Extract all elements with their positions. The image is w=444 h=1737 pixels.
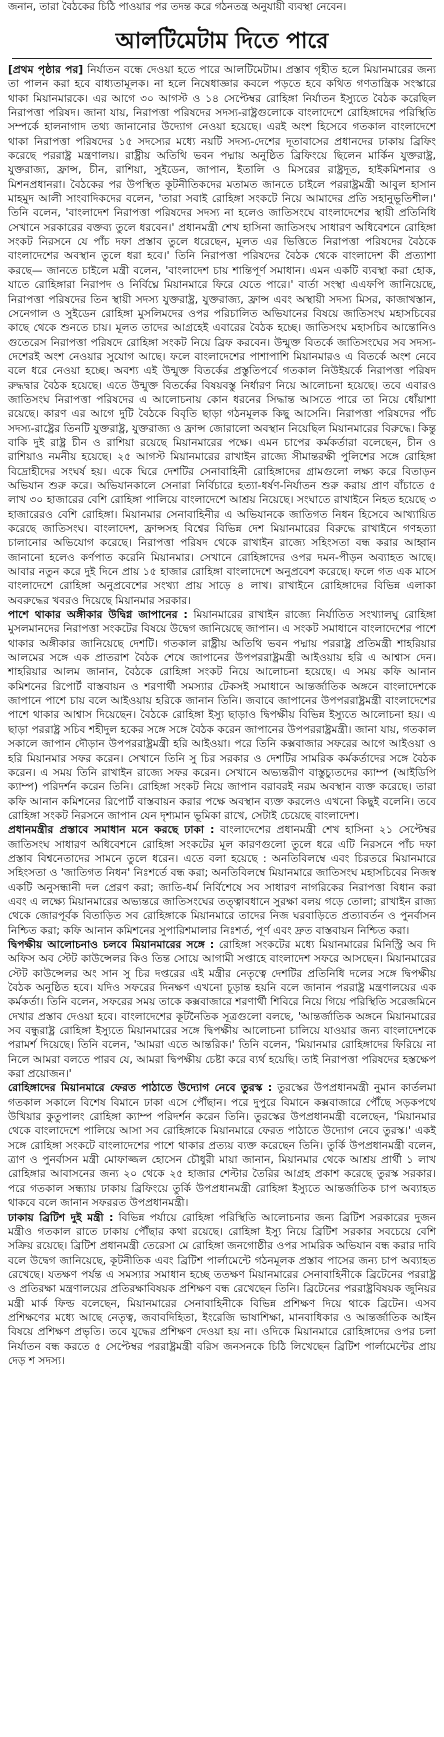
paragraph-text: তুরস্কের উপপ্রধানমন্ত্রী নুমান কার্তলমা গতকাল সকালে বিশেষ বিমানে ঢাকা এসে পৌঁছান। পরে দুপুরে বিমানে কক্সবাজারে পৌঁছে সড়কপথে উখিয়ার কুতুপালং রোহিঙ্গা ক্যাম্প পরিদর্শন করেন তিনি। তুরস্কের উপপ্রধানমন্ত্রী বলেছেন, 'মিয়ানমার থেকে বাংলাদেশে পালিয়ে আসা সব রোহিঙ্গাকে মিয়ানমারে ফেরত পাঠাতে উদ্যোগ নেবে তুরস্ক।' একই সঙ্গে রোহিঙ্গা সংকটে বাংলাদেশের পাশে থাকার প্রত্যয় ব্যক্ত করেছেন তিনি। তুর্কি উপপ্রধানমন্ত্রী বলেন, ত্রাণ ও পুনর্বাসন মন্ত্রী মোফাজ্জল হোসেন চৌধুরী মায়া জানান, মিয়ানমার থেকে আশ্রয় প্রার্থী ১ লাখ রোহিঙ্গার আবাসনের জন্য ২০ থেকে ২৫ হাজার শেল্টার তৈরির আগ্রহ প্রকাশ করেছে তুরস্ক সরকার। পরে গতকাল সন্ধ্যায় ঢাকায় ব্রিফিংয়ে তুর্কি উপপ্রধানমন্ত্রী রোহিঙ্গা ইস্যুতে আন্তর্জাতিক চাপ অব্যাহত থাকবে বলে জানান সফররত উপপ্রধানমন্ত্রী।	[8, 1082, 437, 1210]
article-headline: আলটিমেটাম দিতে পারে	[115, 29, 329, 54]
subheading: প্রধানমন্ত্রীর প্রস্তাবে সমাধান মনে করছে ঢাকা :	[8, 824, 215, 837]
previous-article-last-line: জনান, তারা বৈঠকের চিঠি পাওয়ার পর তদন্ত করে গঠনতন্ত্র অনুযায়ী ব্যবস্থা নেবেন।	[8, 1, 347, 13]
subheading: পাশে থাকার অঙ্গীকার উদ্বিগ্ন জাপানের :	[8, 609, 188, 622]
article-paragraph	[8, 938, 436, 1081]
subheading: ঢাকায় ব্রিটিশ দুই মন্ত্রী :	[8, 1211, 114, 1224]
article-paragraph	[8, 1081, 436, 1210]
subheading: দ্বিপক্ষীয় আলোচনাও চলবে মিয়ানমারের সঙ্গে :	[8, 938, 215, 951]
article-paragraph	[8, 823, 436, 938]
headline-rule	[12, 58, 432, 59]
article-body	[8, 63, 436, 1368]
subheading: রোহিঙ্গাদের মিয়ানমারে ফেরত পাঠাতে উদ্যোগ নেবে তুরস্ক :	[8, 1082, 273, 1095]
paragraph-text: নির্যাতন বন্ধে দেওয়া হতে পারে আলটিমেটাম। প্রস্তাব গৃহীত হলে মিয়ানমারের জন্য তা পালন করা হবে বাধ্যতামূলক। না হলে নিষেধাজ্ঞার কবলে পড়তে হবে কথিত গণতান্ত্রিক সংস্কারে থাকা মিয়ানমারকে। এর আগে ৩০ আগস্ট ও ১৪ সেপ্টেম্বর রোহিঙ্গা নির্যাতন ইস্যুতে বৈঠক করেছিল নিরাপত্তা পরিষদ। জানা যায়, নিরাপত্তা পরিষদের সদস্য-রাষ্ট্রগুলোকে বাংলাদেশে রোহিঙ্গাদের পরিস্থিতি সম্পর্কে হালনাগাদ তথ্য জানানোর উদ্যোগ নেওয়া হয়েছে। এরই অংশ হিসেবে গতকাল বাংলাদেশে থাকা নিরাপত্তা পরিষদের ১৫ সদস্যের মধ্যে নয়টি সদস্য-দেশের দূতাবাসের প্রধানদের ঢাকায় ব্রিফিং করেছে পররাষ্ট্র মন্ত্রণালয়। রাষ্ট্রীয় অতিথি ভবন পদ্মায় অনুষ্ঠিত ব্রিফিংয়ে ছিলেন মার্কিন যুক্তরাষ্ট্র, যুক্তরাজ্য, ফ্রান্স, চীন, রাশিয়া, সুইডেন, জাপান, ইতালি ও মিসরের রাষ্ট্রদূত, হাইকমিশনার ও মিশনপ্রধানরা। বৈঠকের পর উপস্থিত কূটনীতিকদের মতামত জানতে চাইলে পররাষ্ট্রমন্ত্রী আবুল হাসান মাহমুদ আলী সাংবাদিকদের বলেন, 'তারা সবাই রোহিঙ্গা সংকটে নিয়ে আমাদের প্রতি সহানুভূতিশীল।' তিনি বলেন, 'বাংলাদেশ নিরাপত্তা পরিষদের সদস্য না হলেও জাতিসংঘে বাংলাদেশের স্থায়ী প্রতিনিধি সেখানে সরকারের বক্তব্য তুলে ধরবেন।' প্রধানমন্ত্রী শেখ হাসিনা জাতিসংঘ সাধারণ অধিবেশনে রোহিঙ্গা সংকট নিরসনে যে পাঁচ দফা প্রস্তাব তুলে ধরেছেন, মূলত এর ভিত্তিতে নিরাপত্তা পরিষদের বৈঠকে বাংলাদেশের অবস্থান তুলে ধরা হবে।' তিনি নিরাপত্তা পরিষদের বৈঠক থেকে বাংলাদেশ কী প্রত্যাশা করছে— জানতে চাইলে মন্ত্রী বলেন, 'বাংলাদেশ চায় শান্তিপূর্ণ সমাধান। এমন একটি ব্যবস্থা করা হোক, যাতে রোহিঙ্গারা নিরাপদ ও নির্বিঘ্নে মিয়ানমারে ফিরে যেতে পারে।' বার্তা সংস্থা এএফপি জানিয়েছে, নিরাপত্তা পরিষদের তিন স্থায়ী সদস্য যুক্তরাষ্ট্র, যুক্তরাজ্য, ফ্রান্স এবং অস্থায়ী সদস্য মিসর, কাজাখস্তান, সেনেগাল ও সুইডেন রোহিঙ্গা মুসলিমদের ওপর পরিচালিত অভিযানের বিষয়ে জাতিসংঘ মহাসচিবের কাছে থেকে শুনতে চায়। মূলত তাদের আগ্রহেই এবারের বৈঠক হচ্ছে। জাতিসংঘ মহাসচিব আন্তোনিও গুতেরেস নিরাপত্তা পরিষদে রোহিঙ্গা সংকট নিয়ে ব্রিফ করবেন। উন্মুক্ত বিতর্কে জাতিসংঘের সব সদস্য-দেশেরই অংশ নেওয়ার সুযোগ আছে। ফলে বাংলাদেশের পাশাপাশি মিয়ানমারও এ বিতর্কে অংশ নেবে বলে ধরে নেওয়া হচ্ছে। অবশ্য এই উন্মুক্ত বিতর্কের প্রস্তুতিপর্বে গতকাল নিউইয়র্কে নিরাপত্তা পরিষদ রুদ্ধদ্বার বৈঠক হয়েছে। এতে উন্মুক্ত বিতর্কের বিষয়বস্তু নির্ধারণ নিয়ে আলোচনা হয়েছে। তবে এবারও জাতিসংঘ নিরাপত্তা পরিষদের এ আলোচনায় কোন ধরনের সিদ্ধান্ত আসতে পারে তা নিয়ে ধোঁয়াশা রয়েছে। কারণ এর আগে দুটি বৈঠকে বিবৃতি ছাড়া গঠনমূলক কিছু আসেনি। নিরাপত্তা পরিষদের পাঁচ সদস্য-রাষ্ট্রের তিনটি যুক্তরাষ্ট্র, যুক্তরাজ্য ও ফ্রান্স জোরালো অবস্থান নিয়েছিল মিয়ানমারের বিরুদ্ধে। কিন্তু বাকি দুই রাষ্ট্র চীন ও রাশিয়া রয়েছে মিয়ানমারের পক্ষে। এমন চাপের কর্মকর্তারা বলেছেন, চীন ও রাশিয়াও নমনীয় হয়েছে। ২৫ আগস্ট মিয়ানমারের রাখাইন রাজ্যে সীমান্তরক্ষী পুলিশের সঙ্গে রোহিঙ্গা বিদ্রোহীদের সংঘর্ষ হয়। একে ঘিরে দেশটির সেনাবাহিনী রোহিঙ্গাদের গ্রামগুলো লক্ষ্য করে বিতাড়ন অভিযান শুরু করে। অভিযানকালে সেনারা নির্বিচারে হত্যা-ধর্ষণ-নির্যাতন শুরু করায় প্রাণ বাঁচাতে ৫ লাখ ৩০ হাজারের বেশি রোহিঙ্গা পালিয়ে বাংলাদেশে আশ্রয় নিয়েছে। সংঘাতে রাখাইনে নিহত হয়েছে ৩ হাজারেরও বেশি রোহিঙ্গা। মিয়ানমার সেনাবাহিনীর এ অভিযানকে জাতিগত নিধন হিসেবে আখ্যায়িত করেছে জাতিসংঘ। বাংলাদেশ, ফ্রান্সসহ বিশ্বের বিভিন্ন দেশ মিয়ানমারের বিরুদ্ধে রাখাইনে গণহত্যা চালানোর অভিযোগ করেছে। নিরাপত্তা পরিষদ থেকে রাখাইন রাজ্যে সহিংসতা বন্ধ করার আহ্বান জানানো হলেও কর্ণপাত করেনি মিয়ানমার। সেখানে রোহিঙ্গাদের ওপর দমন-পীড়ন অব্যাহত আছে। আবার নতুন করে দুই দিনে প্রায় ১৫ হাজার রোহিঙ্গা বাংলাদেশে অনুপ্রবেশ করেছে। ফলে গত এক মাসে বাংলাদেশে রোহিঙ্গা অনুপ্রবেশের সংখ্যা প্রায় সাড়ে ৪ লাখ। রাখাইনে রোহিঙ্গাদের বিভিন্ন এলাকা অবরুদ্ধের খবরও দিয়েছে মিয়ানমার সরকার।	[8, 64, 437, 607]
paragraph-text: বাংলাদেশের প্রধানমন্ত্রী শেখ হাসিনা ২১ সেপ্টেম্বর জাতিসংঘ সাধারণ অধিবেশনে রোহিঙ্গা সংকটের মূল কারণগুলো তুলে ধরে এটি নিরসনে পাঁচ দফা প্রস্তাব বিশ্বনেতাদের সামনে তুলে ধরেন। এতে বলা হয়েছে : অনতিবিলম্বে এবং চিরতরে মিয়ানমারে সহিংসতা ও 'জাতিগত নিধন' নিঃশর্তে বন্ধ করা; অনতিবিলম্বে মিয়ানমারে জাতিসংঘ মহাসচিবের নিজস্ব একটি অনুসন্ধানী দল প্রেরণ করা; জাতি-ধর্ম নির্বিশেষে সব সাধারণ নাগরিকের নিরাপত্তা বিধান করা এবং এ লক্ষ্যে মিয়ানমারের অভ্যন্তরে জাতিসংঘের তত্ত্বাবধানে সুরক্ষা বলয় গড়ে তোলা; রাখাইন রাজ্য থেকে জোরপূর্বক বিতাড়িত সব রোহিঙ্গাকে মিয়ানমারে তাদের নিজ ঘরবাড়িতে প্রত্যাবর্তন ও পুনর্বাসন নিশ্চিত করা; কফি আনান কমিশনের সুপারিশমালার নিঃশর্ত, পূর্ণ এবং দ্রুত বাস্তবায়ন নিশ্চিত করা।	[8, 824, 436, 937]
continuation-marker: [প্রথম পৃষ্ঠার পর]	[8, 64, 84, 76]
article-paragraph	[8, 63, 436, 608]
paragraph-text: বিভিন্ন পর্যায়ে রোহিঙ্গা পরিস্থিতি আলোচনার জন্য ব্রিটিশ সরকারের দুজন মন্ত্রীও গতকাল রাতে ঢাকায় পৌঁছার কথা রয়েছে। রোহিঙ্গা ইস্যু নিয়ে ব্রিটিশ সরকার সবচেয়ে বেশি সক্রিয় রয়েছে। ব্রিটিশ প্রধানমন্ত্রী তেরেসা মে রোহিঙ্গা জনগোষ্ঠীর ওপর সামরিক অভিযান বন্ধ করার দাবি বলে উদ্বেগ জানিয়েছে, কূটনীতিক এবং ব্রিটিশ পার্লামেন্টে গঠনমূলক প্রস্তাব পাসের জন্য চাপ অব্যাহত রেখেছে। যতক্ষণ পর্যন্ত এ সমস্যার সমাধান হচ্ছে ততক্ষণ মিয়ানমারের সেনাবাহিনীকে ব্রিটেনের পররাষ্ট্র ও প্রতিরক্ষা মন্ত্রণালয়ের প্রতিরক্ষাবিষয়ক প্রশিক্ষণ বন্ধ রেখেছেন তিনি। ব্রিটেনের পররাষ্ট্রবিষয়ক জুনিয়র মন্ত্রী মার্ক ফিল্ড বলেছেন, মিয়ানমারের সেনাবাহিনীকে বিভিন্ন প্রশিক্ষণ দিয়ে থাকে ব্রিটেন। এসব প্রশিক্ষণের মধ্যে আছে নেতৃত্ব, জবাবদিহিতা, ইংরেজি ভাষাশিক্ষা, মানবাধিকার ও আন্তর্জাতিক আইন বিষয়ে প্রশিক্ষণ প্রভৃতি। তবে যুদ্ধের প্রশিক্ষণ দেওয়া হয় না। ওদিকে মিয়ানমারে রোহিঙ্গাদের ওপর চলা নির্যাতন বন্ধ করতে ৫ সেপ্টেম্বর পররাষ্ট্রমন্ত্রী বরিস জনসনকে চিঠি লিখেছেন ব্রিটিশ পার্লামেন্টের প্রায় দেড় শ সদস্য।	[8, 1211, 436, 1367]
article-paragraph	[8, 1211, 436, 1369]
paragraph-text: রোহিঙ্গা সংকটের মধ্যে মিয়ানমারের মিনিস্ট্রি অব দি অফিস অব স্টেট কাউন্সেলর কিও তিন্ত সোয়ে আগামী সপ্তাহে বাংলাদেশ সফরে আসছেন। মিয়ানমারের স্টেট কাউন্সেলর অং সান সু চির দপ্তরের এই মন্ত্রীর নেতৃত্বে দেশটির প্রতিনিধি দলের সঙ্গে দ্বিপক্ষীয় বৈঠক অনুষ্ঠিত হবে। যদিও সফরের দিনক্ষণ এখনো চূড়ান্ত হয়নি বলে জানান পররাষ্ট্র মন্ত্রণালয়ের এক কর্মকর্তা। তিনি বলেন, সফরের সময় তাকে কক্সবাজারে শরণার্থী শিবিরে নিয়ে গিয়ে পরিস্থিতি সরেজমিনে দেখার প্রস্তাব দেওয়া হবে। বাংলাদেশের কূটনৈতিক সূত্রগুলো বলছে, 'আন্তর্জাতিক অঙ্গনে মিয়ানমারের সব বন্ধুরাষ্ট্র রোহিঙ্গা ইস্যুতে মিয়ানমারের সঙ্গে দ্বিপক্ষীয় আলোচনা চালিয়ে যাওয়ার জন্য বাংলাদেশকে পরামর্শ দিয়েছে। তিনি বলেন, 'আমরা এতে আন্তরিক।' তিনি বলেন, 'মিয়ানমার রোহিঙ্গাদের ফিরিয়ে না নিলে আমরা বলতে পারব যে, আমরা দ্বিপক্ষীয় চেষ্টা করে ব্যর্থ হয়েছি। তাই নিরাপত্তা পরিষদের হস্তক্ষেপ করা প্রয়োজন।'	[8, 938, 436, 1081]
paragraph-text: মিয়ানমারের রাখাইন রাজ্যে নির্যাতিত সংখ্যালঘু রোহিঙ্গা মুসলমানদের নিরাপত্তা সংকটের বিষয়ে উদ্বেগ জানিয়েছে জাপান। এ সংকট সমাধানে বাংলাদেশের পাশে থাকার অঙ্গীকার জানিয়েছে দেশটি। গতকাল রাষ্ট্রীয় অতিথি ভবন পদ্মায় পররাষ্ট্র প্রতিমন্ত্রী শাহরিয়ার আলমের সঙ্গে এক প্রাতরাশ বৈঠক শেষে জাপানের উপপররাষ্ট্রমন্ত্রী আইওয়ায় হরি এ আশ্বাস দেন। শাহরিয়ার আলম জানান, বৈঠকে রোহিঙ্গা সংকট নিয়ে আলোচনা হয়েছে। এ সময় কফি আনান কমিশনের রিপোর্ট বাস্তবায়ন ও শরণার্থী সমস্যার টেকসই সমাধানে আন্তর্জাতিক অঙ্গনে বাংলাদেশকে জাপানে পাশে চায় বলে আইওয়ায় হরিকে জানান তিনি। জবাবে জাপানের উপপররাষ্ট্রমন্ত্রী বাংলাদেশের পাশে থাকার আশ্বাস দিয়েছেন। বৈঠকে রোহিঙ্গা ইস্যু ছাড়াও দ্বিপক্ষীয় বিভিন্ন ইস্যুতে আলোচনা হয়। এ ছাড়া পররাষ্ট্র সচিব শহীদুল হকের সঙ্গে সঙ্গে বৈঠক করেন জাপানের উপপররাষ্ট্রমন্ত্রী। জানা যায়, গতকাল সকালে জাপান দৌড়ান উপপররাষ্ট্রমন্ত্রী হরি আইওয়া। পরে তিনি কক্সবাজার সফরের আগে আইওয়া ও হরি মিয়ানমার সফর করেন। সেখানে তিনি সু চির সরকার ও দেশটির সামরিক কর্মকর্তাদের সঙ্গে বৈঠক করেন। এ সময় তিনি রাখাইন রাজ্যে সফর করেন। সেখানে অভ্যন্তরীণ বাস্তুচ্যুতদের ক্যাম্প (আইডিপি ক্যাম্প) পরিদর্শন করেন তিনি। রোহিঙ্গা সংকট নিয়ে জাপান বরাবরই নরম অবস্থান ব্যক্ত করেছে। তারা কফি আনান কমিশনের রিপোর্ট বাস্তবায়ন করার পক্ষে অবস্থান ব্যক্ত করলেও এখনো কিছুই বলেনি। তবে রোহিঙ্গা সংকট নিরসনে জাপান যেন দৃশ্যমান ভূমিকা রাখে, সেটাই চেয়েছে বাংলাদেশ।	[8, 609, 436, 822]
article-paragraph	[8, 608, 436, 823]
